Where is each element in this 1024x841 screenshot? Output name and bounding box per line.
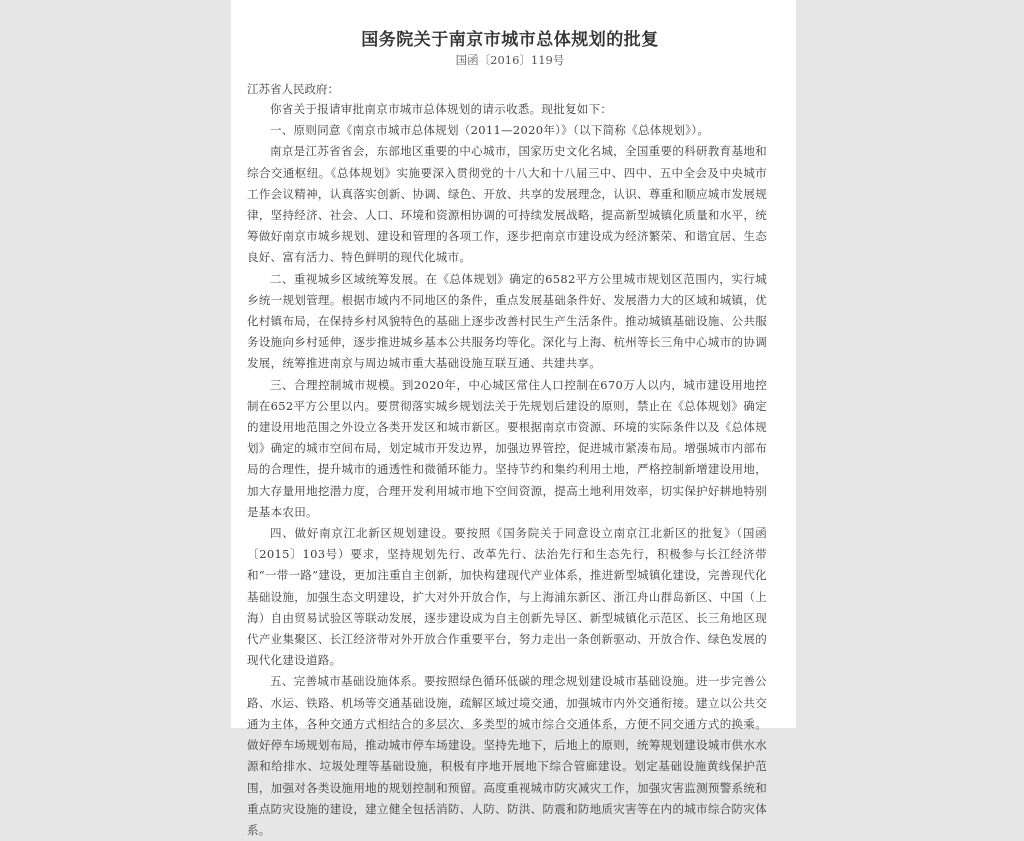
paragraph-section-5: 五、完善城市基础设施体系。要按照绿色循环低碳的理念规划建设城市基础设施。进一步完善公路、水运、铁路、机场等交通基础设施，疏解区域过境交通，加强城市内外交通衔接。建立以公共交通为主体，各种交通方式相结合的多层次、多类型的城市综合交通体系，方便不同交通方式的换乘。做好停车场规划布局，推动城市停车场建设。坚持先地下，后地上的原则，统筹规划建设城市供水水源和给排水、垃圾处理等基础设施，积极有序地开展地下综合管廊建设。划定基础设施黄线保护范围，加强对各类设施用地的规划控制和预留。高度重视城市防灾减灾工作，加强灾害监测预警系统和重点防灾设施的建设，建立健全包括消防、人防、防洪、防震和防地质灾害等在内的城市综合防灾体系。 <box>247 674 767 837</box>
paragraph-section-3: 三、合理控制城市规模。到2020年，中心城区常住人口控制在670万人以内，城市建设用地控制在652平方公里以内。要贯彻落实城乡规划法关于先规划后建设的原则，禁止在《总体规划》确定的建设用地范围之外设立各类开发区和城市新区。要根据南京市资源、环境的实际条件以及《总体规划》确定的城市空间布局，划定城市开发边界，加强边界管控，促进城市紧凑布局。增强城市内部布局的合理性，提升城市的通透性和微循环能力。坚持节约和集约利用土地，严格控制新增建设用地，加大存量用地挖潜力度，合理开发利用城市地下空间资源，提高土地利用效率，切实保护好耕地特别是基本农田。 <box>247 377 767 519</box>
paragraph-intro: 你省关于报请审批南京市城市总体规划的请示收悉。现批复如下： <box>270 102 613 116</box>
paragraph-section-4: 四、做好南京江北新区规划建设。要按照《国务院关于同意设立南京江北新区的批复》（国函〔2015〕103号）要求，坚持规划先行、改革先行、法治先行和生态先行，积极参与长江经济带和“一带一路”建设，更加注重自主创新，加快构建现代产业体系，推进新型城镇化建设，完善现代化基础设施，加强生态文明建设，扩大对外开放合作，与上海浦东新区、浙江舟山群岛新区、中国（上海）自由贸易试验区等联动发展，逐步建设成为自主创新先导区、新型城镇化示范区、长三角地区现代产业集聚区、长江经济带对外开放合作重要平台，努力走出一条创新驱动、开放合作、绿色发展的现代化建设道路。 <box>247 526 767 668</box>
document-number: 国函〔2016〕119号 <box>455 53 565 67</box>
paragraph-section-2: 二、重视城乡区域统筹发展。在《总体规划》确定的6582平方公里城市规划区范围内，实行城乡统一规划管理。根据市域内不同地区的条件，重点发展基础条件好、发展潜力大的区域和城镇，优化村镇布局，在保持乡村风貌特色的基础上逐步改善村民生产生活条件。推动城镇基础设施、公共服务设施向乡村延伸，逐步推进城乡基本公共服务均等化。深化与上海、杭州等长三角中心城市的协调发展，统筹推进南京与周边城市重大基础设施互联互通、共建共享。 <box>247 271 767 371</box>
document-title: 国务院关于南京市城市总体规划的批复 <box>361 30 659 50</box>
paragraph-section-1: 一、原则同意《南京市城市总体规划（2011—2020年）》（以下简称《总体规划》）。 <box>270 123 710 138</box>
salutation: 江苏省人民政府： <box>247 82 339 96</box>
document-page <box>231 0 796 837</box>
paragraph-city-positioning: 南京是江苏省省会，东部地区重要的中心城市，国家历史文化名城，全国重要的科研教育基地和综合交通枢纽。《总体规划》实施要深入贯彻党的十八大和十八届三中、四中、五中全会及中央城市工作会议精神，认真落实创新、协调、绿色、开放、共享的发展理念，认识、尊重和顺应城市发展规律，坚持经济、社会、人口、环境和资源相协调的可持续发展战略，提高新型城镇化质量和水平，统筹做好南京市城乡规划、建设和管理的各项工作，逐步把南京市建设成为经济繁荣、和谐宜居、生态良好、富有活力、特色鲜明的现代化城市。 <box>247 144 767 265</box>
